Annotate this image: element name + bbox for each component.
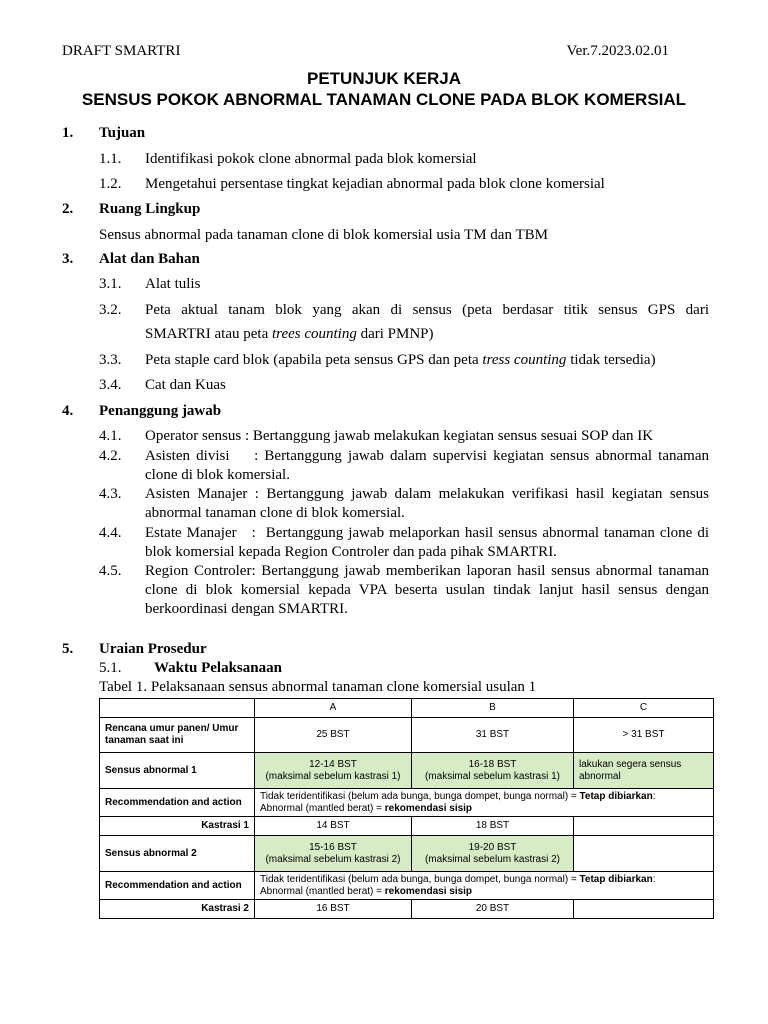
page-subtitle: SENSUS POKOK ABNORMAL TANAMAN CLONE PADA BLOK KOMERSIAL	[81, 90, 687, 109]
item-5-1-number: 5.1.	[99, 660, 122, 676]
section-3-number: 3.	[62, 251, 74, 267]
column-c-header: C	[574, 699, 714, 718]
section-3-heading: Alat dan Bahan	[99, 251, 200, 267]
column-a-header: A	[255, 699, 412, 718]
item-3-4-text: Cat dan Kuas	[145, 377, 226, 393]
item-1-2-number: 1.2.	[99, 176, 122, 192]
cell-kastrasi-1-b: 18 BST	[412, 817, 574, 836]
item-4-1-number: 4.1.	[99, 428, 122, 444]
cell-kastrasi-2-c	[574, 900, 714, 919]
item-4-2-number: 4.2.	[99, 448, 122, 464]
section-1-number: 1.	[62, 125, 74, 141]
header-left: DRAFT SMARTRI	[62, 43, 181, 59]
item-4-5-number: 4.5.	[99, 563, 122, 579]
header-version: Ver.7.2023.02.01	[566, 43, 669, 59]
row-label-recommendation-2: Recommendation and action	[100, 872, 255, 900]
item-1-1-number: 1.1.	[99, 151, 122, 167]
cell-census-1-c: lakukan segera sensus abnormal	[574, 753, 714, 789]
page-title: PETUNJUK KERJA	[307, 69, 461, 88]
table-row	[100, 789, 714, 817]
item-3-3-text: Peta staple card blok (apabila peta sensus GPS dan peta tress counting tidak tersedia)	[145, 352, 656, 368]
cell-kastrasi-1-a: 14 BST	[255, 817, 412, 836]
cell-census-2-b: 19-20 BST (maksimal sebelum kastrasi 2)	[412, 836, 574, 872]
item-4-1-text: Operator sensus : Bertanggung jawab melakukan kegiatan sensus sesuai SOP dan IK	[145, 428, 654, 444]
section-4-heading: Penanggung jawab	[99, 403, 222, 419]
cell-plan-age-b: 31 BST	[412, 718, 574, 753]
row-label-census-1: Sensus abnormal 1	[100, 753, 255, 789]
item-4-4-text: Estate Manajer : Bertanggung jawab melaporkan hasil sensus abnormal tanaman clone di blok komersial kepada Region Controler dan pada pihak SMARTRI.	[145, 525, 713, 560]
cell-census-2-c	[574, 836, 714, 872]
section-1-heading: Tujuan	[99, 125, 146, 141]
item-3-2-line1: Peta aktual tanam blok yang akan di sensus (peta berdasar titik sensus GPS dari	[145, 302, 709, 318]
cell-census-2-a: 15-16 BST (maksimal sebelum kastrasi 2)	[255, 836, 412, 872]
cell-census-1-a: 12-14 BST (maksimal sebelum kastrasi 1)	[255, 753, 412, 789]
table-row	[100, 817, 714, 836]
table-row	[100, 753, 714, 789]
cell-kastrasi-1-c	[574, 817, 714, 836]
table-row	[100, 900, 714, 919]
item-3-2-number: 3.2.	[99, 302, 122, 318]
cell-plan-age-a: 25 BST	[255, 718, 412, 753]
section-2-heading: Ruang Lingkup	[99, 201, 201, 217]
cell-kastrasi-2-b: 20 BST	[412, 900, 574, 919]
table-caption: Tabel 1. Pelaksanaan sensus abnormal tanaman clone komersial usulan 1	[99, 679, 537, 695]
section-2-text: Sensus abnormal pada tanaman clone di blok komersial usia TM dan TBM	[99, 227, 548, 243]
item-3-2-line2: SMARTRI atau peta trees counting dari PMNP)	[145, 326, 434, 342]
row-label-kastrasi-1: Kastrasi 1	[100, 817, 255, 836]
table-header-row	[100, 699, 714, 718]
item-3-1-text: Alat tulis	[145, 276, 201, 292]
item-4-4-number: 4.4.	[99, 525, 122, 541]
row-label-recommendation-1: Recommendation and action	[100, 789, 255, 817]
schedule-table	[99, 698, 714, 919]
item-4-5-text: Region Controler: Bertanggung jawab memberikan laporan hasil sensus abnormal tanaman clone di blok komersial kepada VPA beserta usulan tindak lanjut hasil sensus dengan berkoordinasi dengan SMARTRI.	[145, 563, 709, 617]
section-4-number: 4.	[62, 403, 74, 419]
item-3-3-number: 3.3.	[99, 352, 122, 368]
item-3-1-number: 3.1.	[99, 276, 122, 292]
item-4-2-text: Asisten divisi : Bertanggung jawab dalam supervisi kegiatan sensus abnormal tanaman clone di blok komersial.	[145, 448, 713, 483]
cell-census-1-b: 16-18 BST (maksimal sebelum kastrasi 1)	[412, 753, 574, 789]
item-1-2-text: Mengetahui persentase tingkat kejadian abnormal pada blok clone komersial	[145, 176, 605, 192]
item-4-3-number: 4.3.	[99, 486, 122, 502]
item-5-1-heading: Waktu Pelaksanaan	[154, 660, 282, 676]
table-corner-cell	[100, 699, 255, 718]
cell-plan-age-c: > 31 BST	[574, 718, 714, 753]
column-b-header: B	[412, 699, 574, 718]
section-5-number: 5.	[62, 641, 74, 657]
row-label-plan-age: Rencana umur panen/ Umur tanaman saat ini	[100, 718, 255, 753]
cell-kastrasi-2-a: 16 BST	[255, 900, 412, 919]
item-3-4-number: 3.4.	[99, 377, 122, 393]
section-2-number: 2.	[62, 201, 74, 217]
cell-recommendation-1: Tidak teridentifikasi (belum ada bunga, bunga dompet, bunga normal) = Tetap dibiarkan: Abnormal (mantled berat) = rekomendasi sisip	[255, 789, 714, 817]
cell-recommendation-2: Tidak teridentifikasi (belum ada bunga, bunga dompet, bunga normal) = Tetap dibiarkan: Abnormal (mantled berat) = rekomendasi sisip	[255, 872, 714, 900]
table-row	[100, 872, 714, 900]
table-row	[100, 836, 714, 872]
row-label-census-2: Sensus abnormal 2	[100, 836, 255, 872]
table-row	[100, 718, 714, 753]
item-4-3-text: Asisten Manajer : Bertanggung jawab dalam melakukan verifikasi hasil kegiatan sensus abnormal tanaman clone di blok komersial.	[145, 486, 709, 521]
section-5-heading: Uraian Prosedur	[99, 641, 207, 657]
row-label-kastrasi-2: Kastrasi 2	[100, 900, 255, 919]
item-1-1-text: Identifikasi pokok clone abnormal pada blok komersial	[145, 151, 477, 167]
